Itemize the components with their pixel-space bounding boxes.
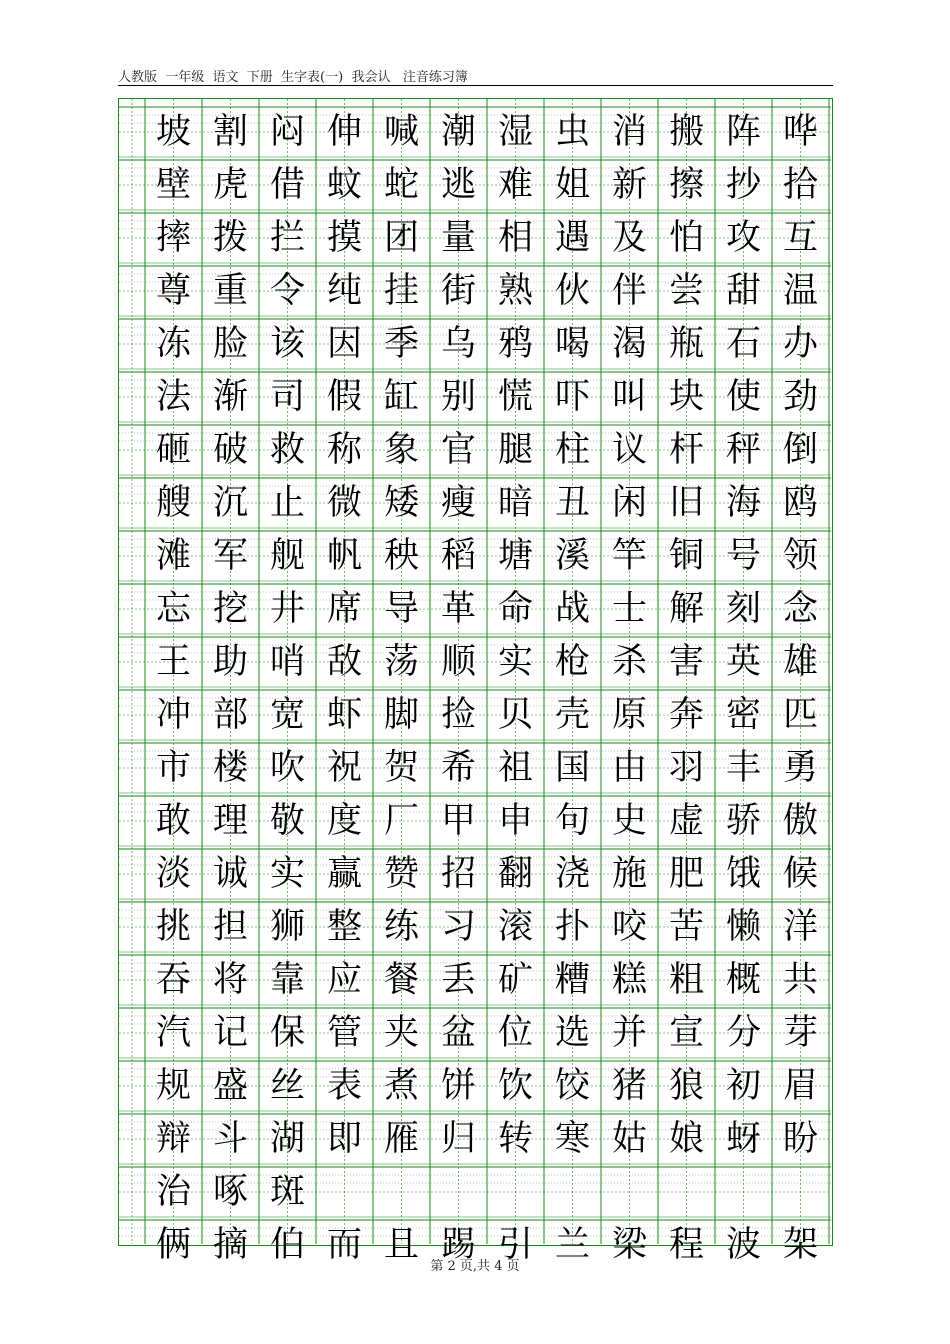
character-cell: 潮 [440, 111, 476, 152]
character-row [119, 584, 831, 634]
character-cell: 辩 [155, 1118, 191, 1159]
character-cell: 湿 [497, 111, 533, 152]
character-cell: 原 [611, 694, 647, 735]
character-cell: 微 [326, 482, 362, 523]
character-cell: 摔 [155, 217, 191, 258]
character-cell: 象 [383, 429, 419, 470]
character-cell: 喊 [383, 111, 419, 152]
character-cell: 饼 [440, 1065, 476, 1106]
character-cell: 相 [497, 217, 533, 258]
character-cell: 伴 [611, 270, 647, 311]
character-cell: 共 [782, 959, 818, 1000]
character-cell: 割 [212, 111, 248, 152]
character-cell: 渐 [212, 376, 248, 417]
character-cell: 厂 [383, 800, 419, 841]
character-cell: 导 [383, 588, 419, 629]
character-cell: 丢 [440, 959, 476, 1000]
character-cell: 舰 [269, 535, 305, 576]
character-cell: 瓶 [668, 323, 704, 364]
character-cell: 念 [782, 588, 818, 629]
character-cell: 啄 [212, 1171, 248, 1212]
character-cell: 勇 [782, 747, 818, 788]
character-cell: 冻 [155, 323, 191, 364]
character-cell: 羽 [668, 747, 704, 788]
character-cell: 乌 [440, 323, 476, 364]
character-cell: 粗 [668, 959, 704, 1000]
character-row [119, 1008, 831, 1058]
character-cell: 互 [782, 217, 818, 258]
character-row [119, 690, 831, 740]
character-cell: 该 [269, 323, 305, 364]
character-cell: 法 [155, 376, 191, 417]
character-cell: 赢 [326, 853, 362, 894]
character-cell: 密 [725, 694, 761, 735]
character-cell [772, 1167, 829, 1217]
character-cell: 表 [326, 1065, 362, 1106]
character-cell: 量 [440, 217, 476, 258]
character-cell: 因 [326, 323, 362, 364]
character-cell: 虎 [212, 164, 248, 205]
character-cell: 踢 [440, 1224, 476, 1265]
character-cell: 整 [326, 906, 362, 947]
character-cell: 雄 [782, 641, 818, 682]
character-cell: 浇 [554, 853, 590, 894]
character-cell: 铜 [668, 535, 704, 576]
character-cell: 喝 [554, 323, 590, 364]
character-cell: 借 [269, 164, 305, 205]
character-cell: 夹 [383, 1012, 419, 1053]
character-cell [601, 1167, 658, 1217]
character-cell: 哨 [269, 641, 305, 682]
character-cell: 甲 [440, 800, 476, 841]
character-cell: 旧 [668, 482, 704, 523]
character-cell: 抄 [725, 164, 761, 205]
character-cell: 别 [440, 376, 476, 417]
character-cell: 石 [725, 323, 761, 364]
character-cell: 概 [725, 959, 761, 1000]
character-cell: 雁 [383, 1118, 419, 1159]
character-cell: 艘 [155, 482, 191, 523]
character-cell: 应 [326, 959, 362, 1000]
character-cell: 摘 [212, 1224, 248, 1265]
character-cell: 猪 [611, 1065, 647, 1106]
character-cell: 寒 [554, 1118, 590, 1159]
character-cell: 官 [440, 429, 476, 470]
character-cell: 吓 [554, 376, 590, 417]
character-cell: 街 [440, 270, 476, 311]
character-cell: 秤 [725, 429, 761, 470]
character-cell: 餐 [383, 959, 419, 1000]
character-cell: 初 [725, 1065, 761, 1106]
character-cell: 滩 [155, 535, 191, 576]
character-cell: 季 [383, 323, 419, 364]
character-cell: 溪 [554, 535, 590, 576]
character-cell: 席 [326, 588, 362, 629]
character-row [119, 1061, 831, 1111]
character-cell: 芽 [782, 1012, 818, 1053]
character-cell: 英 [725, 641, 761, 682]
character-cell: 盼 [782, 1118, 818, 1159]
character-cell: 拦 [269, 217, 305, 258]
character-cell: 咬 [611, 906, 647, 947]
character-cell: 拾 [782, 164, 818, 205]
character-cell [658, 1167, 715, 1217]
character-cell: 并 [611, 1012, 647, 1053]
character-cell: 怕 [668, 217, 704, 258]
character-cell: 梁 [611, 1224, 647, 1265]
character-row [119, 372, 831, 422]
character-cell: 由 [611, 747, 647, 788]
character-cell: 选 [554, 1012, 590, 1053]
character-cell: 习 [440, 906, 476, 947]
character-cell: 团 [383, 217, 419, 258]
character-cell: 助 [212, 641, 248, 682]
character-cell: 治 [155, 1171, 191, 1212]
character-cell: 竿 [611, 535, 647, 576]
character-cell: 暗 [497, 482, 533, 523]
character-cell: 斗 [212, 1118, 248, 1159]
character-cell: 兰 [554, 1224, 590, 1265]
character-cell: 井 [269, 588, 305, 629]
character-cell: 挂 [383, 270, 419, 311]
character-cell: 砸 [155, 429, 191, 470]
character-row [119, 478, 831, 528]
character-cell: 糕 [611, 959, 647, 1000]
character-cell: 宣 [668, 1012, 704, 1053]
character-cell: 实 [497, 641, 533, 682]
character-cell: 饿 [725, 853, 761, 894]
character-cell: 申 [497, 800, 533, 841]
character-cell: 管 [326, 1012, 362, 1053]
character-cell: 句 [554, 800, 590, 841]
character-cell: 保 [269, 1012, 305, 1053]
character-row [119, 531, 831, 581]
character-cell: 伯 [269, 1224, 305, 1265]
character-cell: 傲 [782, 800, 818, 841]
character-cell: 规 [155, 1065, 191, 1106]
character-cell: 擦 [668, 164, 704, 205]
character-cell: 招 [440, 853, 476, 894]
character-cell: 捡 [440, 694, 476, 735]
character-cell: 稻 [440, 535, 476, 576]
character-cell: 部 [212, 694, 248, 735]
character-cell: 坡 [155, 111, 191, 152]
character-cell: 消 [611, 111, 647, 152]
character-cell: 尊 [155, 270, 191, 311]
character-cell: 号 [725, 535, 761, 576]
character-cell: 理 [212, 800, 248, 841]
character-cell: 甜 [725, 270, 761, 311]
character-cell: 淡 [155, 853, 191, 894]
character-row [119, 849, 831, 899]
character-row [119, 425, 831, 475]
character-cell: 煮 [383, 1065, 419, 1106]
character-cell: 止 [269, 482, 305, 523]
character-cell: 摸 [326, 217, 362, 258]
character-cell: 纯 [326, 270, 362, 311]
page-number-footer: 第 2 页,共 4 页 [430, 1259, 520, 1274]
character-cell: 转 [497, 1118, 533, 1159]
character-cell: 海 [725, 482, 761, 523]
character-cell: 杀 [611, 641, 647, 682]
character-cell: 脸 [212, 323, 248, 364]
character-cell: 即 [326, 1118, 362, 1159]
character-cell: 汽 [155, 1012, 191, 1053]
character-row [119, 107, 831, 157]
character-cell: 国 [554, 747, 590, 788]
character-cell: 丝 [269, 1065, 305, 1106]
character-cell: 苦 [668, 906, 704, 947]
character-cell: 吹 [269, 747, 305, 788]
character-cell: 闲 [611, 482, 647, 523]
character-cell: 领 [782, 535, 818, 576]
character-cell: 赞 [383, 853, 419, 894]
character-cell: 脚 [383, 694, 419, 735]
character-cell: 波 [725, 1224, 761, 1265]
character-row [119, 637, 831, 687]
character-cell: 虫 [554, 111, 590, 152]
character-cell: 将 [212, 959, 248, 1000]
character-cell: 伸 [326, 111, 362, 152]
character-cell: 壳 [554, 694, 590, 735]
character-cell: 渴 [611, 323, 647, 364]
character-cell: 温 [782, 270, 818, 311]
character-cell: 阵 [725, 111, 761, 152]
character-cell: 士 [611, 588, 647, 629]
character-row [119, 160, 831, 210]
character-cell: 诚 [212, 853, 248, 894]
character-cell: 斑 [269, 1171, 305, 1212]
character-cell: 俩 [155, 1224, 191, 1265]
character-cell [316, 1167, 373, 1217]
character-cell: 靠 [269, 959, 305, 1000]
character-cell: 伙 [554, 270, 590, 311]
character-cell: 祝 [326, 747, 362, 788]
character-cell: 议 [611, 429, 647, 470]
character-cell: 遇 [554, 217, 590, 258]
character-cell: 战 [554, 588, 590, 629]
character-cell: 倒 [782, 429, 818, 470]
character-cell: 搬 [668, 111, 704, 152]
character-cell: 盛 [212, 1065, 248, 1106]
character-cell: 难 [497, 164, 533, 205]
character-cell: 劲 [782, 376, 818, 417]
character-cell [544, 1167, 601, 1217]
character-cell: 饮 [497, 1065, 533, 1106]
character-cell: 引 [497, 1224, 533, 1265]
character-cell: 程 [668, 1224, 704, 1265]
character-cell: 虚 [668, 800, 704, 841]
character-cell: 重 [212, 270, 248, 311]
character-cell: 腿 [497, 429, 533, 470]
character-cell: 新 [611, 164, 647, 205]
character-cell: 慌 [497, 376, 533, 417]
character-cell: 矮 [383, 482, 419, 523]
character-cell: 称 [326, 429, 362, 470]
character-cell: 史 [611, 800, 647, 841]
character-cell: 荡 [383, 641, 419, 682]
character-cell: 洋 [782, 906, 818, 947]
character-cell: 姑 [611, 1118, 647, 1159]
page-header-title: 人教版 一年级 语文 下册 生字表(一) 我会认 注音练习簿 [118, 70, 468, 85]
character-cell: 滚 [497, 906, 533, 947]
character-cell [715, 1167, 772, 1217]
character-cell: 贝 [497, 694, 533, 735]
character-cell: 蚊 [326, 164, 362, 205]
character-cell: 敌 [326, 641, 362, 682]
character-cell: 塘 [497, 535, 533, 576]
character-cell: 施 [611, 853, 647, 894]
character-row [119, 1167, 831, 1217]
character-cell: 蛇 [383, 164, 419, 205]
character-cell: 闷 [269, 111, 305, 152]
character-cell: 逃 [440, 164, 476, 205]
character-cell: 解 [668, 588, 704, 629]
character-cell: 革 [440, 588, 476, 629]
character-cell: 度 [326, 800, 362, 841]
character-cell: 命 [497, 588, 533, 629]
character-cell: 拨 [212, 217, 248, 258]
character-cell: 姐 [554, 164, 590, 205]
character-cell: 叫 [611, 376, 647, 417]
character-cell: 尝 [668, 270, 704, 311]
character-row [119, 1114, 831, 1164]
character-cell: 刻 [725, 588, 761, 629]
character-cell [430, 1167, 487, 1217]
character-cell: 奔 [668, 694, 704, 735]
character-cell: 练 [383, 906, 419, 947]
character-cell: 瘦 [440, 482, 476, 523]
character-cell: 虾 [326, 694, 362, 735]
character-cell: 记 [212, 1012, 248, 1053]
character-cell: 军 [212, 535, 248, 576]
practice-grid-sheet [118, 98, 833, 1265]
character-row [119, 213, 831, 263]
character-cell: 忘 [155, 588, 191, 629]
character-cell: 使 [725, 376, 761, 417]
character-cell: 令 [269, 270, 305, 311]
character-cell: 鸥 [782, 482, 818, 523]
character-cell: 顺 [440, 641, 476, 682]
character-cell: 攻 [725, 217, 761, 258]
character-cell: 担 [212, 906, 248, 947]
character-cell: 希 [440, 747, 476, 788]
character-cell: 盆 [440, 1012, 476, 1053]
character-row [119, 902, 831, 952]
character-cell: 架 [782, 1224, 818, 1265]
character-cell: 哗 [782, 111, 818, 152]
character-cell: 分 [725, 1012, 761, 1053]
character-cell: 扑 [554, 906, 590, 947]
character-row [119, 796, 831, 846]
character-cell: 鸦 [497, 323, 533, 364]
character-cell: 枪 [554, 641, 590, 682]
character-cell: 柱 [554, 429, 590, 470]
character-cell: 湖 [269, 1118, 305, 1159]
character-cell: 丑 [554, 482, 590, 523]
character-cell: 而 [326, 1224, 362, 1265]
character-cell: 翻 [497, 853, 533, 894]
character-cell: 狮 [269, 906, 305, 947]
character-cell: 缸 [383, 376, 419, 417]
character-cell: 匹 [782, 694, 818, 735]
header-divider [118, 85, 833, 86]
character-cell: 帆 [326, 535, 362, 576]
character-cell: 贺 [383, 747, 419, 788]
character-row [119, 319, 831, 369]
character-cell: 吞 [155, 959, 191, 1000]
character-row [119, 743, 831, 793]
character-cell: 秧 [383, 535, 419, 576]
character-cell: 位 [497, 1012, 533, 1053]
character-cell: 懒 [725, 906, 761, 947]
character-row [119, 955, 831, 1005]
character-cell: 司 [269, 376, 305, 417]
character-cell: 娘 [668, 1118, 704, 1159]
character-cell: 归 [440, 1118, 476, 1159]
character-cell: 糟 [554, 959, 590, 1000]
character-row [119, 266, 831, 316]
character-cell: 块 [668, 376, 704, 417]
character-cell: 骄 [725, 800, 761, 841]
character-cell: 及 [611, 217, 647, 258]
character-cell: 狼 [668, 1065, 704, 1106]
character-cell: 丰 [725, 747, 761, 788]
character-cell: 假 [326, 376, 362, 417]
character-cell: 救 [269, 429, 305, 470]
character-cell: 挖 [212, 588, 248, 629]
character-cell: 实 [269, 853, 305, 894]
character-cell: 蚜 [725, 1118, 761, 1159]
character-cell [373, 1167, 430, 1217]
character-cell: 壁 [155, 164, 191, 205]
character-cell: 饺 [554, 1065, 590, 1106]
character-cell [487, 1167, 544, 1217]
character-cell: 眉 [782, 1065, 818, 1106]
character-cell: 宽 [269, 694, 305, 735]
character-cell: 办 [782, 323, 818, 364]
character-cell: 破 [212, 429, 248, 470]
character-cell: 敬 [269, 800, 305, 841]
character-cell: 市 [155, 747, 191, 788]
character-cell: 敢 [155, 800, 191, 841]
character-cell: 且 [383, 1224, 419, 1265]
character-cell: 杆 [668, 429, 704, 470]
character-cell: 祖 [497, 747, 533, 788]
character-cell: 肥 [668, 853, 704, 894]
character-cell: 矿 [497, 959, 533, 1000]
character-cell: 熟 [497, 270, 533, 311]
character-cell: 王 [155, 641, 191, 682]
character-cell: 挑 [155, 906, 191, 947]
character-cell: 冲 [155, 694, 191, 735]
character-cell: 候 [782, 853, 818, 894]
character-cell: 沉 [212, 482, 248, 523]
character-cell: 害 [668, 641, 704, 682]
character-cell: 楼 [212, 747, 248, 788]
